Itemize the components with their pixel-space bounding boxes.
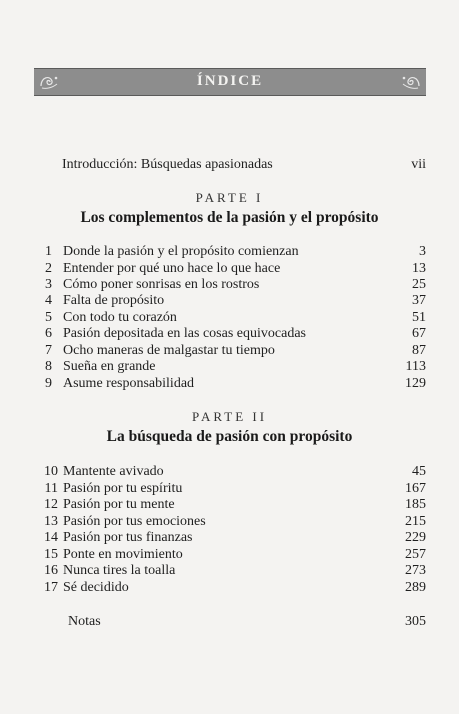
toc-entry-title: Notas xyxy=(68,614,101,629)
chapter-number: 10 xyxy=(44,464,58,479)
chapter-number: 15 xyxy=(44,547,58,562)
chapter-page: 3 xyxy=(419,244,426,259)
chapter-title: Entender por qué uno hace lo que hace xyxy=(63,261,281,276)
chapter-number: 11 xyxy=(44,481,58,496)
toc-entry-intro[interactable] xyxy=(0,157,459,177)
chapter-number: 12 xyxy=(44,497,58,512)
chapter-title: Pasión por tu espíritu xyxy=(63,481,183,496)
chapter-title: Ponte en movimiento xyxy=(63,547,183,562)
toc-entry-notes[interactable] xyxy=(0,614,459,634)
chapter-title: Nunca tires la toalla xyxy=(63,563,176,578)
chapter-number: 8 xyxy=(45,359,52,374)
chapter-title: Pasión por tu mente xyxy=(63,497,175,512)
page-title: ÍNDICE xyxy=(196,73,264,89)
chapter-page: 67 xyxy=(412,326,426,341)
chapter-number: 4 xyxy=(45,293,52,308)
part-label: PARTE I xyxy=(195,190,264,205)
chapter-page: 45 xyxy=(412,464,426,479)
chapter-page: 25 xyxy=(412,277,426,292)
chapter-page: 13 xyxy=(412,261,426,276)
part-title: Los complementos de la pasión y el propósito xyxy=(80,209,379,226)
toc-entry-page: vii xyxy=(411,157,426,172)
chapter-title: Sé decidido xyxy=(63,580,129,595)
chapter-page: 87 xyxy=(412,343,426,358)
toc-entry-page: 305 xyxy=(405,614,426,629)
chapter-number: 16 xyxy=(44,563,58,578)
chapter-page: 185 xyxy=(405,497,426,512)
chapter-title: Pasión por tus finanzas xyxy=(63,530,193,545)
chapter-number: 7 xyxy=(45,343,52,358)
chapter-title: Sueña en grande xyxy=(63,359,156,374)
chapter-title: Falta de propósito xyxy=(63,293,165,308)
chapter-number: 5 xyxy=(45,310,52,325)
chapter-page: 129 xyxy=(405,376,426,391)
chapter-title: Ocho maneras de malgastar tu tiempo xyxy=(63,343,275,358)
chapter-page: 229 xyxy=(405,530,426,545)
chapter-page: 51 xyxy=(412,310,426,325)
chapter-page: 289 xyxy=(405,580,426,595)
chapter-number: 17 xyxy=(44,580,58,595)
chapter-title: Mantente avivado xyxy=(63,464,164,479)
chapter-title: Pasión depositada en las cosas equivocadas xyxy=(63,326,306,341)
chapter-page: 113 xyxy=(405,359,426,374)
chapter-title: Cómo poner sonrisas en los rostros xyxy=(63,277,260,292)
chapter-page: 215 xyxy=(405,514,426,529)
chapter-number: 1 xyxy=(45,244,52,259)
toc-entry[interactable] xyxy=(0,580,459,600)
part-title: La búsqueda de pasión con propósito xyxy=(106,428,353,445)
chapter-title: Pasión por tus emociones xyxy=(63,514,206,529)
chapter-title: Donde la pasión y el propósito comienzan xyxy=(63,244,299,259)
chapter-page: 257 xyxy=(405,547,426,562)
chapter-page: 37 xyxy=(412,293,426,308)
flourish-ornament-right-icon xyxy=(400,72,422,92)
chapter-number: 2 xyxy=(45,261,52,276)
chapter-number: 14 xyxy=(44,530,58,545)
chapter-number: 13 xyxy=(44,514,58,529)
toc-entry-title: Introducción: Búsquedas apasionadas xyxy=(62,157,273,172)
chapter-page: 273 xyxy=(405,563,426,578)
chapter-number: 6 xyxy=(45,326,52,341)
chapter-number: 3 xyxy=(45,277,52,292)
chapter-number: 9 xyxy=(45,376,52,391)
chapter-title: Con todo tu corazón xyxy=(63,310,177,325)
chapter-title: Asume responsabilidad xyxy=(63,376,195,391)
chapter-page: 167 xyxy=(405,481,426,496)
part-label: PARTE II xyxy=(191,409,268,424)
toc-entry[interactable] xyxy=(0,376,459,396)
index-banner xyxy=(34,68,426,96)
